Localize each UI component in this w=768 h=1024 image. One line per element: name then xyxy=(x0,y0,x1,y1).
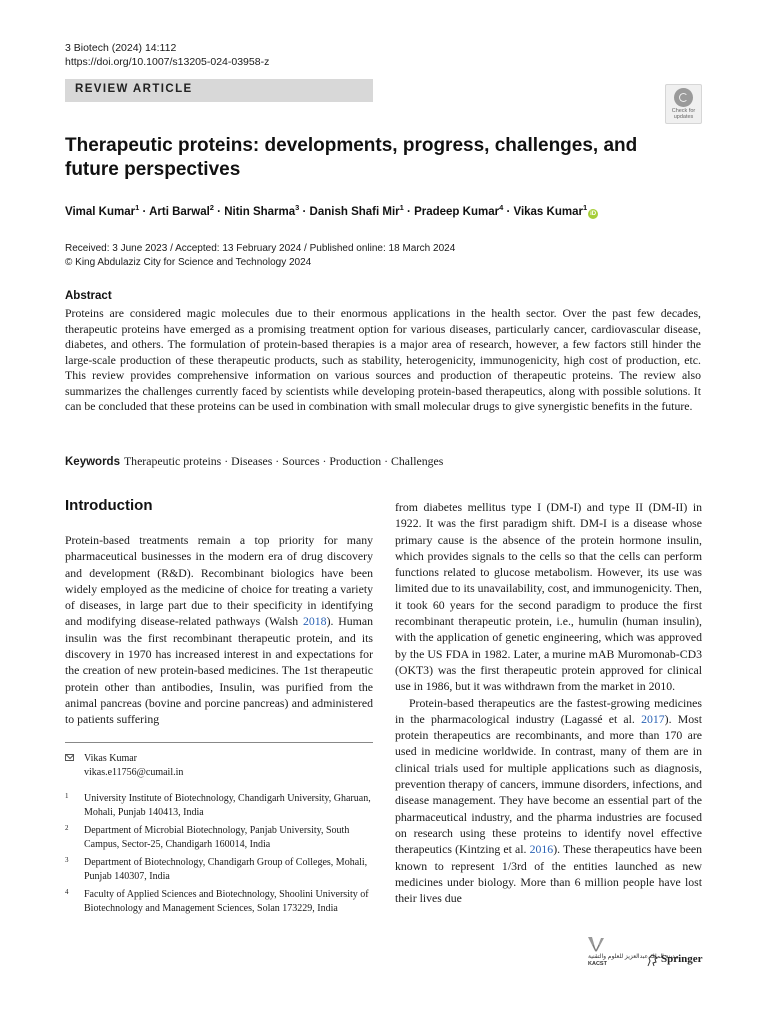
keywords-label: Keywords xyxy=(65,456,120,468)
author-name[interactable]: Danish Shafi Mir xyxy=(309,206,400,218)
abstract-heading: Abstract xyxy=(65,290,112,302)
left-column-body xyxy=(65,532,373,728)
publication-dates: Received: 3 June 2023 / Accepted: 13 February 2024 / Published online: 18 March 2024 xyxy=(65,243,456,254)
article-title: Therapeutic proteins: developments, progress, challenges, and future perspectives xyxy=(65,135,638,180)
author-name[interactable]: Arti Barwal xyxy=(149,206,210,218)
article-type-bar xyxy=(65,79,373,102)
author-separator: · xyxy=(403,206,415,218)
copyright-notice: © King Abdulaziz City for Science and Technology 2024 xyxy=(65,257,312,268)
author-affiliation-number: 2 xyxy=(209,203,214,212)
body-paragraph: from diabetes mellitus type I (DM-I) and type II (DM-II) in 1922. It was the first paradigm shift. DM-I is a disease whose primary cause is the absence of the protein hormone insulin, which provides signals to the cells so that the cells can perform functions related to glucose metabolism. However, its use was limited due to its unavailability, cost, and immunogenicity. Then, it took 60 years for the second paradigm to produce the first recombinant therapeutic protein, i.e., humulin (human insulin), with the application of genetic engineering, which was approved by the US FDA in 1982. Later, a murine mAB Muromonab-CD3 (OKT3) was the first therapeutic protein approved for clinical use in 1986, but it was withdrawn from the market in 2010. xyxy=(395,500,702,694)
right-column-body xyxy=(395,499,702,906)
springer-horse-icon xyxy=(646,954,659,967)
publisher-logos xyxy=(582,936,707,970)
orcid-icon[interactable]: iD xyxy=(590,211,597,217)
author-list xyxy=(65,203,598,219)
paragraph-text: ). Most protein therapeutics are recombinants, and more than 170 are used in medicine worldwide. In contrast, many of them are in clinical trials used for multiple applications such as diagnosis, prevention therapy of cancers, immune disorders, infections, and disease management. They have become an essential part of the pharmaceutical industry, and the pharma industries are focused on research using these proteins to identify novel effective therapeutics (Kintzing et al. xyxy=(395,711,702,857)
author-affiliation-number: 3 xyxy=(295,203,300,212)
citation-link[interactable]: 2018 xyxy=(302,614,327,629)
kacst-emblem-icon xyxy=(584,936,608,953)
keywords-line xyxy=(65,453,443,470)
citation-link[interactable]: 2016 xyxy=(529,842,554,857)
author-affiliation-number: 1 xyxy=(399,203,404,212)
affiliation-text: Department of Microbial Biotechnology, Panjab University, South Campus, Sector-25, Chandigarh 160014, India xyxy=(84,825,350,850)
footnote-divider xyxy=(65,742,373,743)
author-affiliation-number: 1 xyxy=(582,203,588,212)
affiliation-number: 3 xyxy=(65,856,69,864)
author-separator: · xyxy=(503,206,514,218)
corresponding-author-email[interactable]: vikas.e11756@cumail.in xyxy=(84,767,184,778)
introduction-heading: Introduction xyxy=(65,497,153,514)
check-updates-line2: updates xyxy=(673,114,694,120)
journal-citation: 3 Biotech (2024) 14:112 xyxy=(65,42,177,54)
refresh-icon xyxy=(674,88,693,107)
keywords-list: Therapeutic proteins · Diseases · Sources · Production · Challenges xyxy=(123,454,444,468)
affiliation-item xyxy=(65,824,373,851)
doi-link[interactable]: https://doi.org/10.1007/s13205-024-03958-z xyxy=(65,56,270,68)
abstract-text: Proteins are considered magic molecules due to their enormous applications in the health sector. Over the past few decades, therapeutic proteins have emerged as a promising treatment option for various diseases, particularly cancer, cardiovascular disease, diabetes, and others. The formulation of protein-based therapies is a major area of research, however, a few factors still hinder the large-scale production of these therapeutic products, such as stability, heterogenicity, immunogenicity, high cost of production, etc. This review provides comprehensive information on various sources and production of therapeutic proteins. The review also summarizes the challenges currently faced by scientists while developing protein-based therapeutics, along with possible solutions. It can be concluded that these proteins can be used in combination with small molecular drugs to give synergistic benefits in the future. xyxy=(65,306,701,413)
kacst-arabic-name: مدينة الملك عبدالعزيز للعلوم والتقنية xyxy=(588,954,679,960)
author-separator: · xyxy=(299,206,310,218)
affiliation-text: Faculty of Applied Sciences and Biotechnology, Shoolini University of Biotechnology and Management Sciences, Solan 173229, India xyxy=(84,889,369,914)
affiliation-item xyxy=(65,888,373,915)
affiliation-text: Department of Biotechnology, Chandigarh Group of Colleges, Mohali, Punjab 140307, India xyxy=(84,857,368,882)
author-name[interactable]: Nitin Sharma xyxy=(224,206,296,218)
affiliation-number: 2 xyxy=(65,824,69,832)
body-paragraph xyxy=(395,695,702,907)
envelope-icon xyxy=(65,754,74,761)
affiliation-item xyxy=(65,856,373,883)
affiliation-number: 4 xyxy=(65,888,69,896)
author-name[interactable]: Vimal Kumar xyxy=(65,206,136,218)
author-name[interactable]: Vikas Kumar xyxy=(513,206,583,218)
check-for-updates-badge[interactable] xyxy=(665,84,702,124)
paragraph-text: ). Human insulin was the first recombinant therapeutic protein, and its discovery in 1970 has increased interest in and expectations for the creation of new protein-based medicines. The 1st therapeutic protein other than antibodies, Insulin, was purified from the animal pancreas (bovine and porcine pancreas) and administered to patients suffering xyxy=(65,614,373,727)
affiliation-text: University Institute of Biotechnology, Chandigarh University, Gharuan, Mohali, Punjab 140413, India xyxy=(84,793,371,818)
paragraph-text: Protein-based therapeutics are the fastest-growing medicines in the pharmacological industry (Lagassé et al. xyxy=(395,695,702,726)
affiliation-number: 1 xyxy=(65,792,69,800)
kacst-label: KACST xyxy=(588,961,607,967)
body-paragraph xyxy=(65,532,373,728)
paragraph-text: Protein-based treatments remain a top priority for many pharmaceutical businesses in the modern era of drug discovery and development (R&D). Recombinant biologics have been widely employed as the medicine of choice for treating a variety of diseases, in large part due to their specificity in identifying and modifying disease-related pathways (Walsh xyxy=(65,533,373,629)
paragraph-text: ). These therapeutics have been known to represent 1/3rd of the entities launched as new medicines under biology. More than 6 million people have lost their lives due xyxy=(395,842,702,906)
check-updates-line1: Check for xyxy=(671,108,696,114)
affiliation-item xyxy=(65,792,373,819)
correspondence-block xyxy=(65,752,183,780)
corresponding-author-name: Vikas Kumar xyxy=(84,753,137,764)
author-separator: · xyxy=(213,206,225,218)
author-separator: · xyxy=(139,206,150,218)
author-affiliation-number: 4 xyxy=(499,203,504,212)
author-affiliation-number: 1 xyxy=(135,203,140,212)
citation-link[interactable]: 2017 xyxy=(641,711,665,726)
article-type-label: REVIEW ARTICLE xyxy=(75,83,193,95)
author-name[interactable]: Pradeep Kumar xyxy=(414,206,500,218)
springer-wordmark: Springer xyxy=(661,953,703,965)
